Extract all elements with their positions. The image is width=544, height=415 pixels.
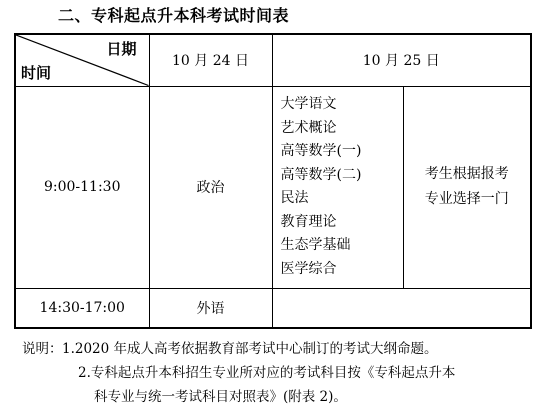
afternoon-day1-subject: 外语: [149, 288, 272, 328]
morning-time-cell: 9:00-11:30: [15, 86, 149, 288]
date-header-day1: 10 月 24 日: [149, 34, 272, 86]
list-item: 高等数学(一): [280, 143, 362, 159]
note-text-2: 2.专科起点升本科招生专业所对应的考试科目按《专科起点升本: [78, 365, 456, 381]
corner-header-cell: [15, 34, 149, 86]
notes-section: [22, 337, 455, 409]
corner-time-label: 时间: [21, 63, 52, 82]
list-item: 艺术概论: [280, 119, 337, 136]
corner-date-label: 日期: [106, 40, 137, 58]
list-item: 医学综合: [280, 260, 337, 277]
afternoon-time-cell: 14:30-17:00: [15, 288, 149, 328]
morning-session-row: [15, 86, 531, 288]
note-line: 专业选择一门: [424, 191, 509, 207]
note-line: 考生根据报考: [424, 166, 509, 182]
afternoon-session-row: [15, 288, 531, 328]
section-title: 二、专科起点升本科考试时间表: [58, 6, 290, 25]
exam-schedule-table: [14, 33, 532, 329]
list-item: 高等数学(二): [280, 166, 362, 183]
note-item-1: [22, 337, 455, 361]
afternoon-day2-cell: [272, 288, 531, 328]
table-header-row: [15, 34, 531, 86]
list-item: 民法: [280, 190, 309, 206]
subject-list: [273, 93, 403, 281]
note-text-1: 1.2020 年成人高考依据教育部考试中心制订的考试大纲命题。: [62, 341, 438, 357]
notes-prefix: 说明：: [22, 341, 63, 357]
note-text-2-cont: 科专业与统一考试科目对照表》(附表 2)。: [94, 389, 347, 405]
list-item: 教育理论: [280, 213, 337, 230]
list-item: 生态学基础: [280, 237, 351, 253]
date-header-day2: 10 月 25 日: [272, 34, 531, 86]
note-item-2: [22, 361, 455, 385]
morning-day2-subjects-cell: [272, 86, 403, 288]
note-item-2-continuation: [22, 385, 455, 409]
list-item: 大学语文: [280, 96, 337, 112]
morning-day1-subject: 政治: [149, 86, 272, 288]
morning-day2-note-cell: [403, 86, 531, 288]
